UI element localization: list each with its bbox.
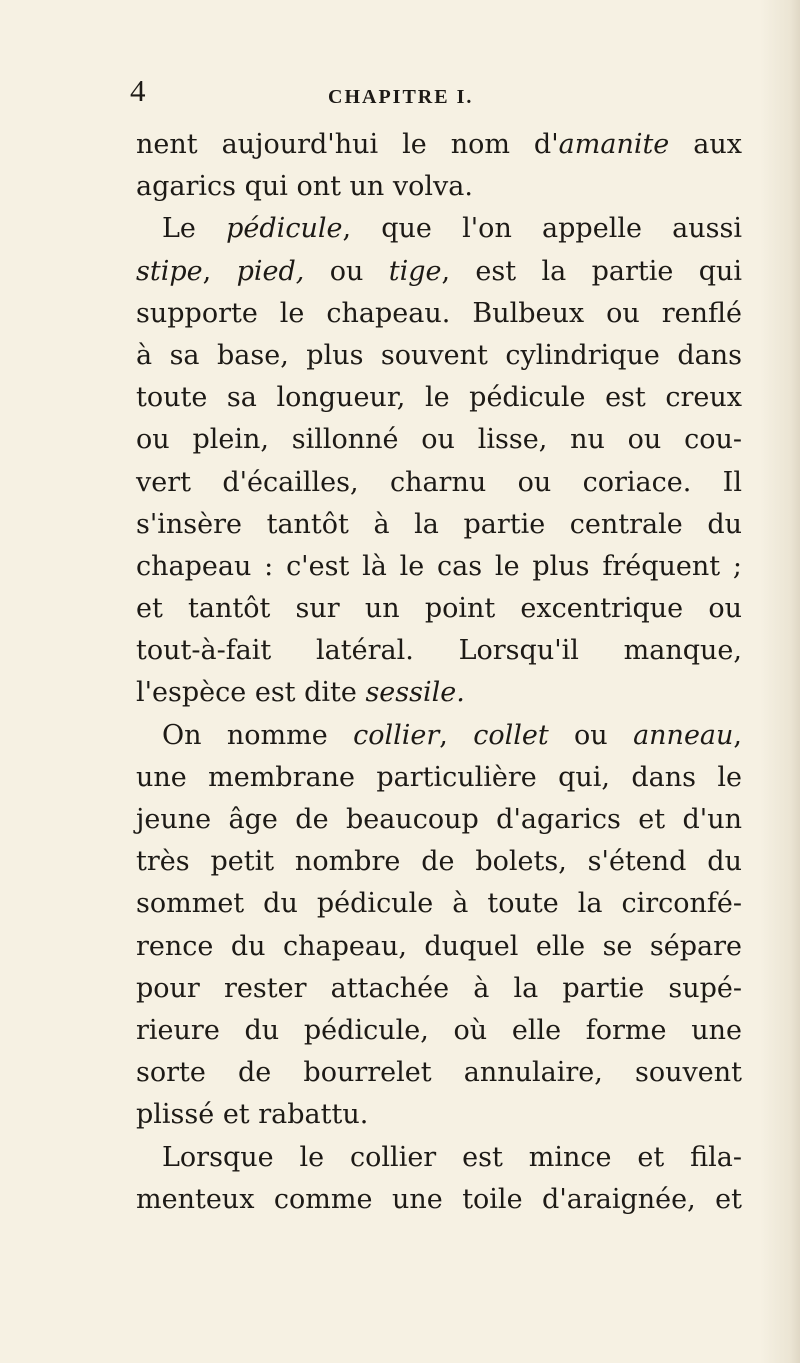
text-line bbox=[136, 588, 742, 630]
text-line bbox=[136, 1052, 742, 1094]
text-line bbox=[136, 757, 742, 799]
text-run: l'espèce est dite bbox=[136, 677, 366, 709]
text-run: très petit nombre de bolets, s'étend du bbox=[136, 846, 742, 878]
text-line bbox=[136, 883, 742, 925]
text-line bbox=[136, 208, 742, 250]
italic-term: anneau bbox=[633, 719, 734, 751]
text-run: sommet du pédicule à toute la circonfé- bbox=[136, 888, 742, 920]
text-run: ou bbox=[304, 255, 389, 287]
text-line bbox=[136, 799, 742, 841]
text-run: supporte le chapeau. Bulbeux ou renflé bbox=[136, 297, 742, 329]
text-run: , bbox=[733, 719, 742, 751]
text-line bbox=[136, 251, 742, 293]
text-line bbox=[136, 1010, 742, 1052]
text-run: On nomme bbox=[162, 719, 354, 751]
text-run: toute sa longueur, le pédicule est creux bbox=[136, 382, 742, 414]
text-line bbox=[136, 293, 742, 335]
text-run: sorte de bourrelet annulaire, souvent bbox=[136, 1057, 742, 1089]
text-run: à sa base, plus souvent cylindrique dans bbox=[136, 339, 742, 371]
text-run: vert d'écailles, charnu ou coriace. Il bbox=[136, 466, 742, 498]
italic-term: sessile. bbox=[365, 677, 465, 709]
text-line bbox=[136, 504, 742, 546]
text-line bbox=[136, 335, 742, 377]
text-line bbox=[136, 166, 742, 208]
text-run: menteux comme une toile d'araignée, et bbox=[136, 1183, 742, 1215]
italic-term: collet bbox=[473, 719, 549, 751]
text-run: jeune âge de beaucoup d'agarics et d'un bbox=[136, 804, 742, 835]
page-number: 4 bbox=[130, 73, 146, 108]
text-run: rieure du pédicule, où elle forme une bbox=[136, 1014, 742, 1046]
text-line bbox=[136, 968, 742, 1010]
text-run: pour rester attachée à la partie supé- bbox=[136, 972, 742, 1004]
text-run: rence du chapeau, duquel elle se sépare bbox=[136, 930, 742, 962]
italic-term: pédicule bbox=[226, 213, 343, 245]
text-run: Lorsque le collier est mince et fila- bbox=[162, 1141, 742, 1173]
text-line bbox=[136, 715, 742, 757]
text-run: tout-à-fait latéral. Lorsqu'il manque, bbox=[136, 635, 742, 667]
text-line bbox=[136, 672, 742, 714]
text-line bbox=[136, 926, 742, 968]
text-line bbox=[136, 1137, 742, 1179]
text-run: plissé et rabattu. bbox=[136, 1099, 369, 1131]
text-run: , bbox=[439, 719, 474, 751]
text-run: ou plein, sillonné ou lisse, nu ou cou- bbox=[136, 424, 742, 456]
italic-term: amanite bbox=[558, 129, 670, 160]
text-run: et tantôt sur un point excentrique ou bbox=[136, 593, 742, 625]
text-run: s'insère tantôt à la partie centrale du bbox=[136, 508, 742, 540]
italic-term: stipe bbox=[136, 255, 203, 287]
text-line bbox=[136, 1094, 742, 1136]
text-run: , bbox=[202, 255, 237, 287]
text-run: , que l'on appelle aussi bbox=[342, 213, 742, 245]
text-run: une membrane particulière qui, dans le bbox=[136, 761, 742, 793]
page-header bbox=[130, 74, 740, 114]
text-line bbox=[136, 462, 742, 504]
text-run: agarics qui ont un volva. bbox=[136, 171, 473, 203]
running-head: CHAPITRE I. bbox=[328, 86, 474, 108]
text-line bbox=[136, 630, 742, 672]
text-run: , est la partie qui bbox=[441, 255, 743, 287]
text-line bbox=[136, 419, 742, 461]
text-run: chapeau : c'est là le cas le plus fréquent ; bbox=[136, 550, 742, 582]
text-line bbox=[136, 124, 742, 166]
body-text bbox=[136, 124, 742, 1221]
text-run: aux bbox=[669, 129, 742, 160]
text-line bbox=[136, 1179, 742, 1221]
italic-term: pied, bbox=[236, 255, 305, 287]
text-line bbox=[136, 377, 742, 419]
text-run: nent aujourd'hui le nom d' bbox=[136, 129, 559, 160]
text-run: ou bbox=[548, 719, 634, 751]
text-line bbox=[136, 546, 742, 588]
italic-term: collier bbox=[353, 719, 440, 751]
italic-term: tige bbox=[388, 255, 442, 287]
text-line bbox=[136, 841, 742, 883]
text-run: Le bbox=[162, 213, 227, 245]
